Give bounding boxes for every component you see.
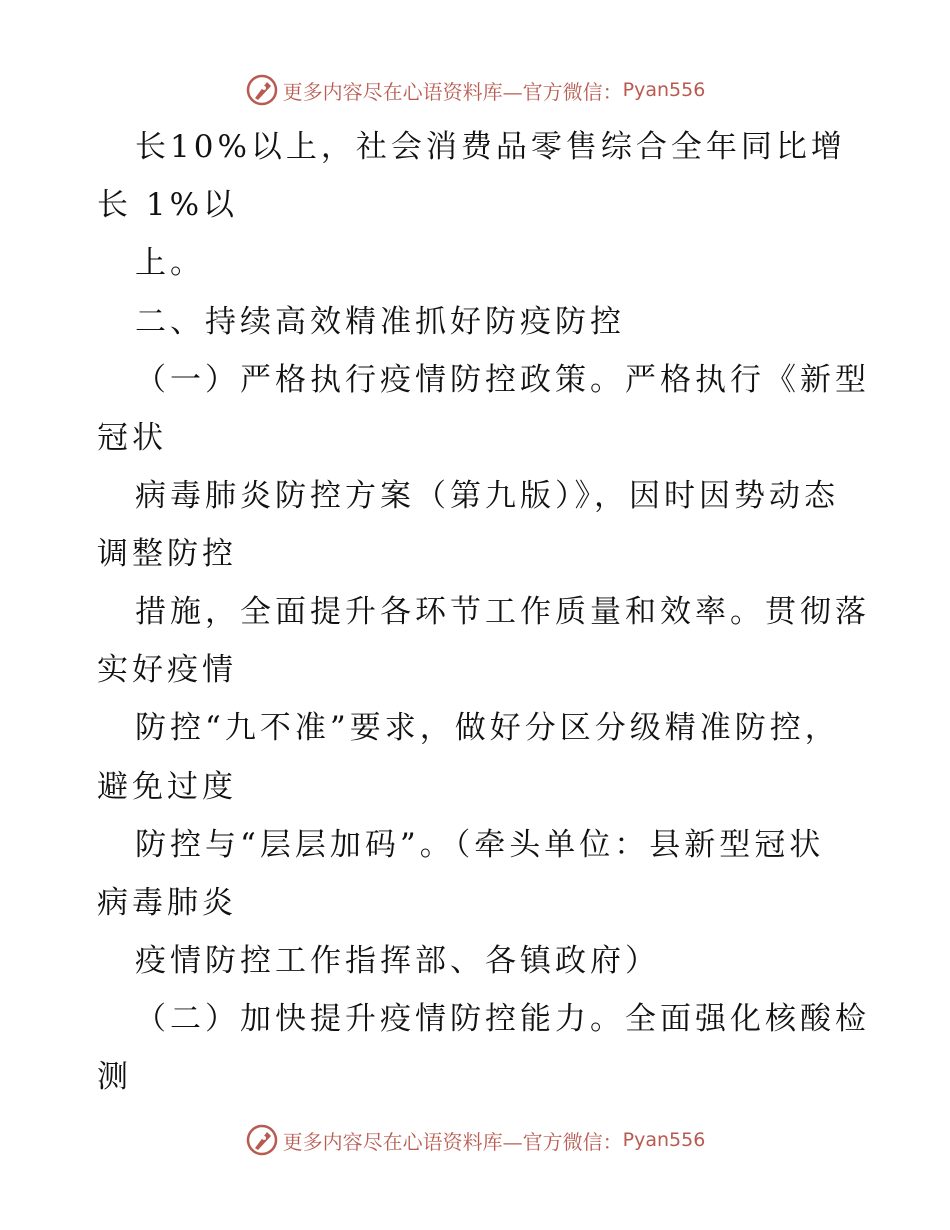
text-line: 防控“九不准”要求，做好分区分级精准防控，	[135, 710, 840, 746]
pen-nib-logo-icon	[245, 73, 279, 107]
subsection-heading: （二）加快提升疫情防控能力。全面强化核酸检	[135, 1001, 870, 1037]
text-line: 测	[97, 1059, 132, 1095]
text-line: 长10%以上，社会消费品零售综合全年同比增	[135, 129, 846, 165]
text-line: 疫情防控工作指挥部、各镇政府）	[135, 943, 660, 979]
subsection-heading: （一）严格执行疫情防控政策。严格执行《新型	[135, 362, 870, 398]
text-line: 病毒肺炎防控方案（第九版）》，因时因势动态	[135, 478, 839, 514]
watermark-header	[0, 70, 950, 110]
pen-nib-logo-icon	[245, 1123, 279, 1157]
watermark-id: Pyan556	[622, 1129, 706, 1151]
section-heading: 二、持续高效精准抓好防疫防控	[135, 304, 625, 340]
text-line: 防控与“层层加码”。（牵头单位：县新型冠状	[135, 827, 825, 863]
text-line: 冠状	[97, 420, 167, 456]
text-line: 措施，全面提升各环节工作质量和效率。贯彻落	[135, 594, 870, 630]
watermark-text: 更多内容尽在心语资料库—官方微信：	[282, 79, 623, 104]
watermark-id: Pyan556	[622, 79, 706, 101]
text-line: 长 1%以	[97, 187, 239, 223]
watermark-text: 更多内容尽在心语资料库—官方微信：	[282, 1129, 623, 1154]
text-line: 上。	[135, 245, 205, 281]
text-line: 实好疫情	[97, 652, 237, 688]
watermark-footer	[0, 1120, 950, 1160]
text-line: 避免过度	[97, 769, 237, 805]
text-line: 病毒肺炎	[97, 885, 237, 921]
text-line: 调整防控	[97, 536, 237, 572]
